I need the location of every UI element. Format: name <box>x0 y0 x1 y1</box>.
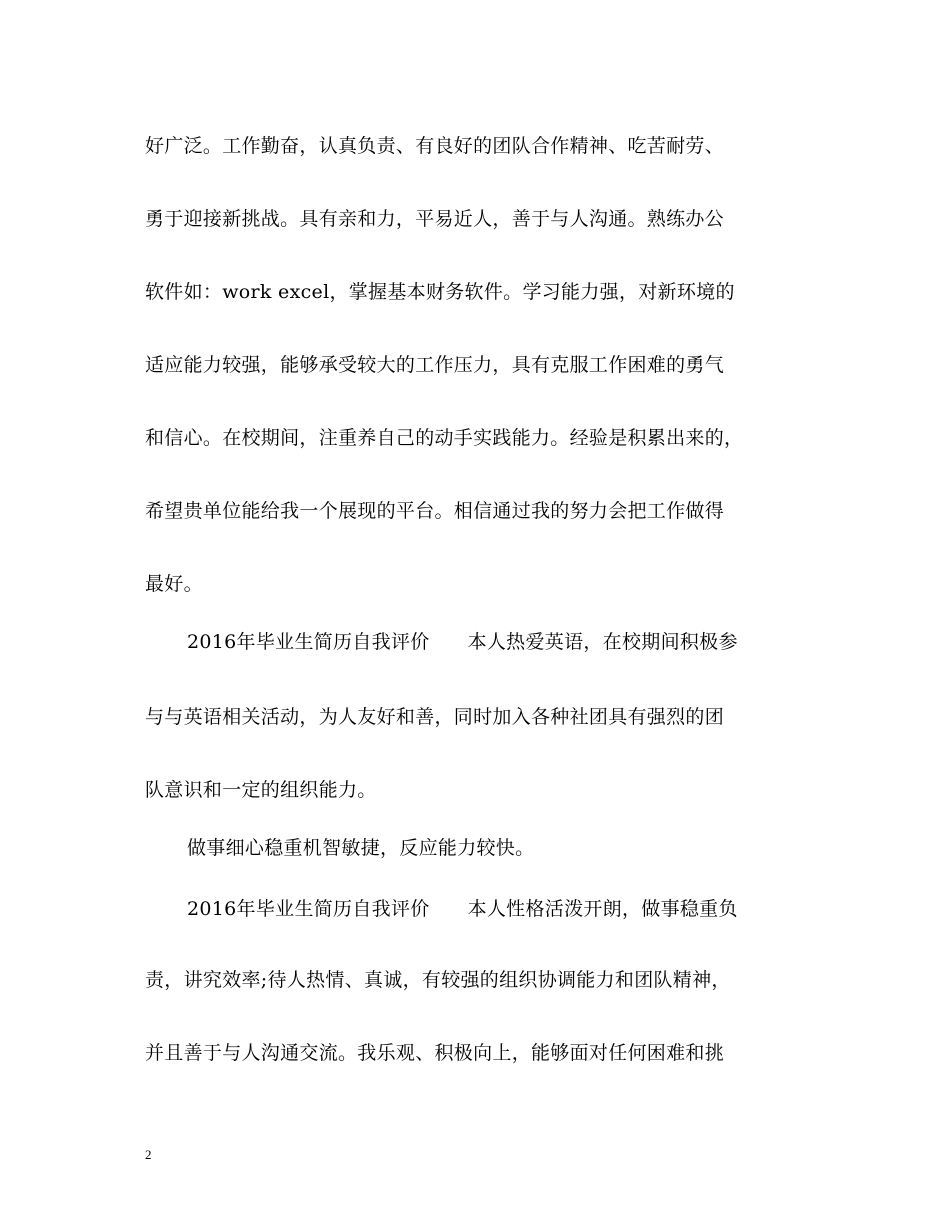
text-line: 队意识和一定的组织能力。 <box>145 779 377 801</box>
text-line: 和信心。在校期间，注重养自己的动手实践能力。经验是积累出来的， <box>145 427 744 449</box>
text-line: 希望贵单位能给我一个展现的平台。相信通过我的努力会把工作做得 <box>145 500 725 522</box>
section-heading-line <box>187 630 867 654</box>
text-line: 勇于迎接新挑战。具有亲和力，平易近人，善于与人沟通。熟练办公 <box>145 208 725 230</box>
section-text: 本人性格活泼开朗，做事稳重负 <box>467 898 738 920</box>
text-line: 责，讲究效率;待人热情、真诚，有较强的组织协调能力和团队精神， <box>145 969 731 991</box>
text-line: 与与英语相关活动，为人友好和善，同时加入各种社团具有强烈的团 <box>145 706 725 728</box>
text-line: 最好。 <box>145 573 203 595</box>
text-line: 做事细心稳重机智敏捷，反应能力较快。 <box>187 837 535 859</box>
text-line: 适应能力较强，能够承受较大的工作压力，具有克服工作困难的勇气 <box>145 354 725 376</box>
section-heading: 2016年毕业生简历自我评价 <box>187 631 430 653</box>
text-line: 好广泛。工作勤奋，认真负责、有良好的团队合作精神、吃苦耐劳、 <box>145 135 725 157</box>
section-text: 本人热爱英语，在校期间积极参 <box>467 631 738 653</box>
section-heading-line <box>187 897 867 921</box>
text-line: 并且善于与人沟通交流。我乐观、积极向上，能够面对任何困难和挑 <box>145 1042 725 1064</box>
section-heading: 2016年毕业生简历自我评价 <box>187 898 430 920</box>
page-number: 2 <box>145 1147 152 1162</box>
text-line: 软件如：work excel，掌握基本财务软件。学习能力强，对新环境的 <box>145 281 735 303</box>
